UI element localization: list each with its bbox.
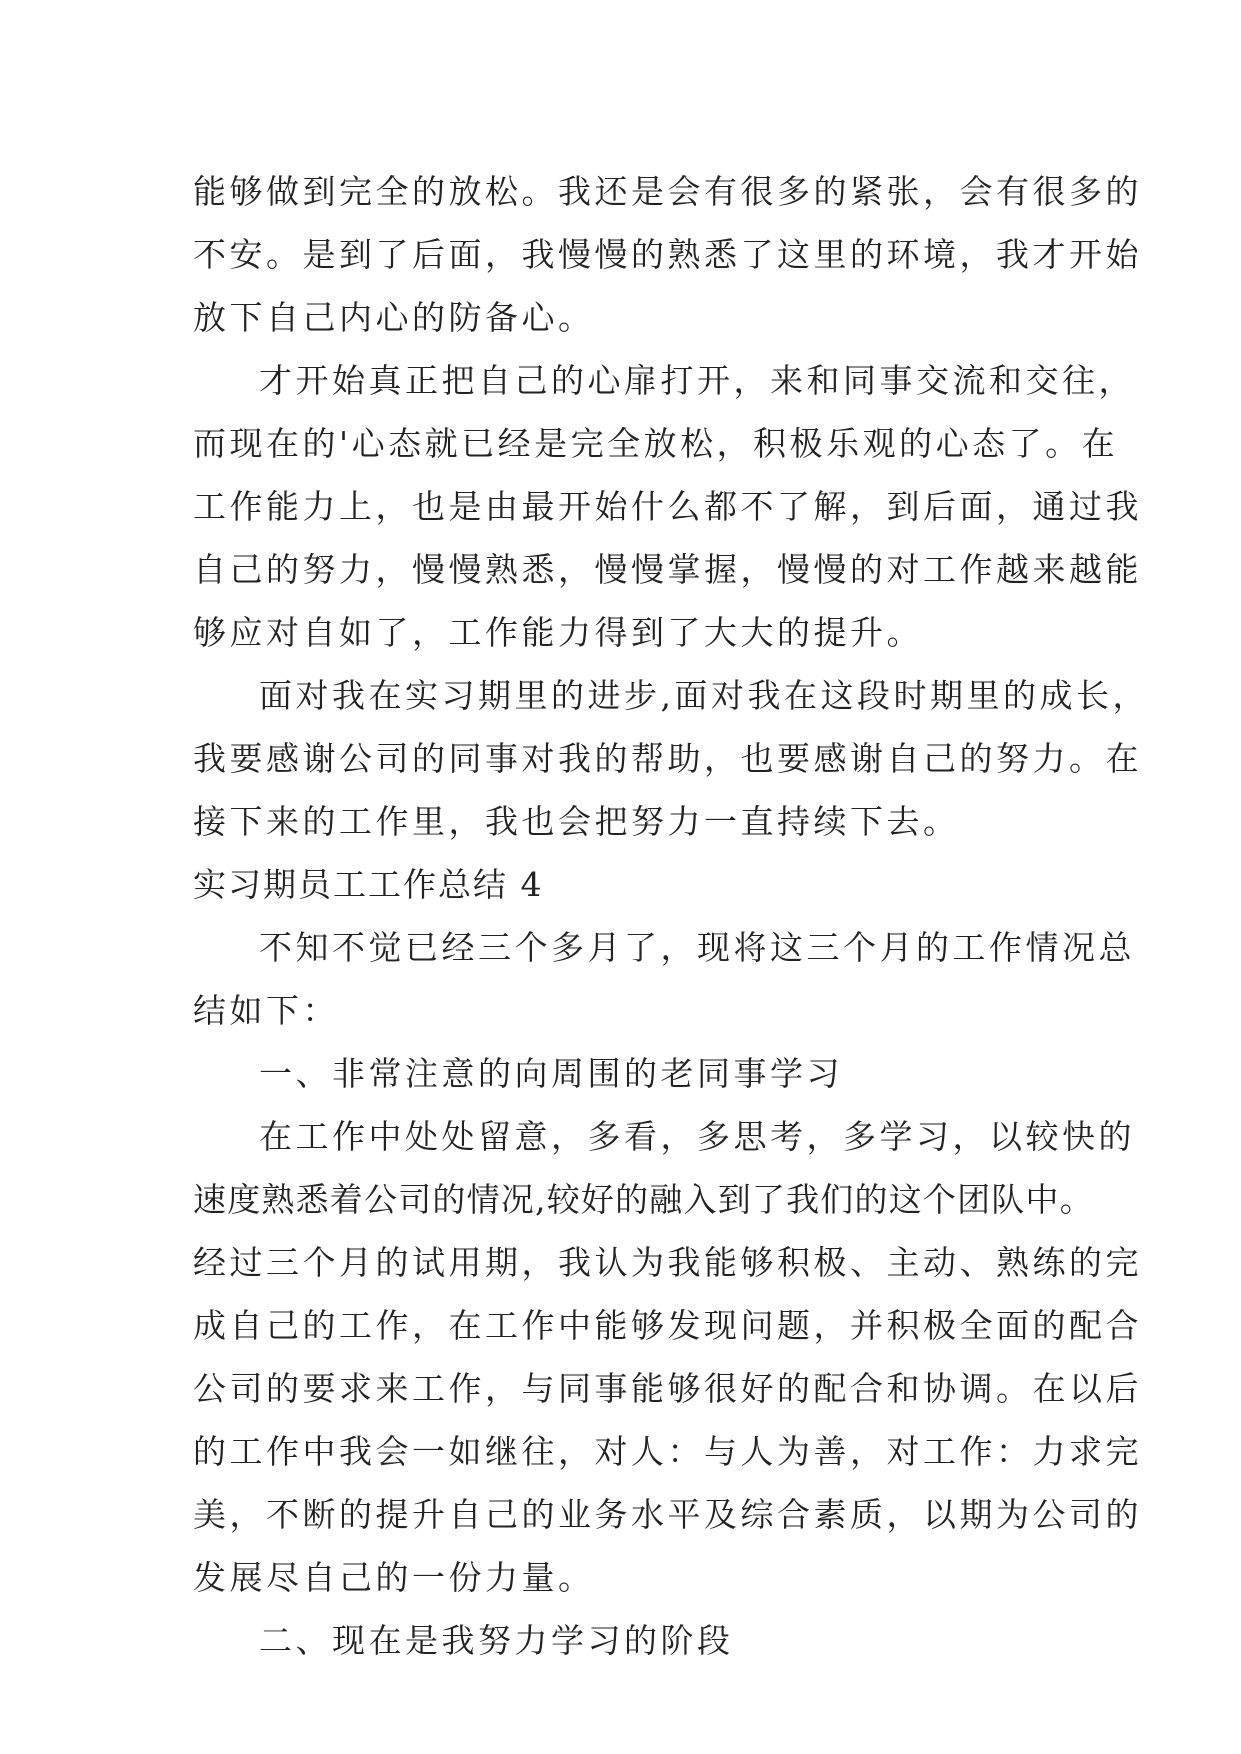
- text-line: 发展尽自己的一份力量。: [193, 1558, 595, 1597]
- text-line: 的工作中我会一如继往，对人：与人为善，对工作：力求完: [193, 1432, 1142, 1471]
- text-line: 公司的要求来工作，与同事能够很好的配合和协调。在以后: [193, 1369, 1142, 1408]
- text-line: 接下来的工作里，我也会把努力一直持续下去。: [193, 802, 960, 841]
- text-line: 不知不觉已经三个多月了，现将这三个月的工作情况总: [259, 928, 1135, 967]
- text-line: 在工作中处处留意，多看，多思考，多学习，以较快的: [259, 1117, 1135, 1156]
- text-line: 而现在的'心态就已经是完全放松，积极乐观的心态了。在: [193, 424, 1119, 463]
- subheading-text: 一、非常注意的向周围的老同事学习: [259, 1054, 843, 1093]
- text-line: 面对我在实习期里的进步,面对我在这段时期里的成长，: [259, 676, 1149, 715]
- subheading-text: 二、现在是我努力学习的阶段: [259, 1621, 734, 1660]
- paragraph-1: [193, 160, 1142, 349]
- paragraph-5: [193, 1105, 1142, 1609]
- paragraph-2: [193, 349, 1142, 664]
- paragraph-3: [193, 664, 1149, 853]
- text-line: 自己的努力，慢慢熟悉，慢慢掌握，慢慢的对工作越来越能: [193, 550, 1142, 589]
- text-line: 成自己的工作，在工作中能够发现问题，并积极全面的配合: [193, 1306, 1142, 1345]
- text-line: 美，不断的提升自己的业务水平及综合素质，以期为公司的: [193, 1495, 1142, 1534]
- text-line: 放下自己内心的防备心。: [193, 298, 595, 337]
- subheading-2: [193, 1609, 1053, 1672]
- text-line: 工作能力上，也是由最开始什么都不了解，到后面，通过我: [193, 487, 1142, 526]
- text-line: 我要感谢公司的同事对我的帮助，也要感谢自己的努力。在: [193, 739, 1142, 778]
- text-line: 不安。是到了后面，我慢慢的熟悉了这里的环境，我才开始: [193, 235, 1142, 274]
- text-line: 能够做到完全的放松。我还是会有很多的紧张，会有很多的: [193, 172, 1142, 211]
- text-line: 结如下：: [193, 991, 339, 1030]
- paragraph-4: [193, 916, 1135, 1042]
- text-line: 才开始真正把自己的心扉打开，来和同事交流和交往，: [259, 361, 1135, 400]
- subheading-1: [193, 1042, 1053, 1105]
- section-heading-text: 实习期员工工作总结 4: [193, 865, 544, 904]
- text-line: 够应对自如了，工作能力得到了大大的提升。: [193, 613, 923, 652]
- document-body: [193, 160, 1149, 1672]
- section-heading: [193, 853, 1053, 916]
- text-line: 速度熟悉着公司的情况,较好的融入到了我们的这个团队中。: [193, 1180, 1094, 1219]
- text-line: 经过三个月的试用期，我认为我能够积极、主动、熟练的完: [193, 1243, 1142, 1282]
